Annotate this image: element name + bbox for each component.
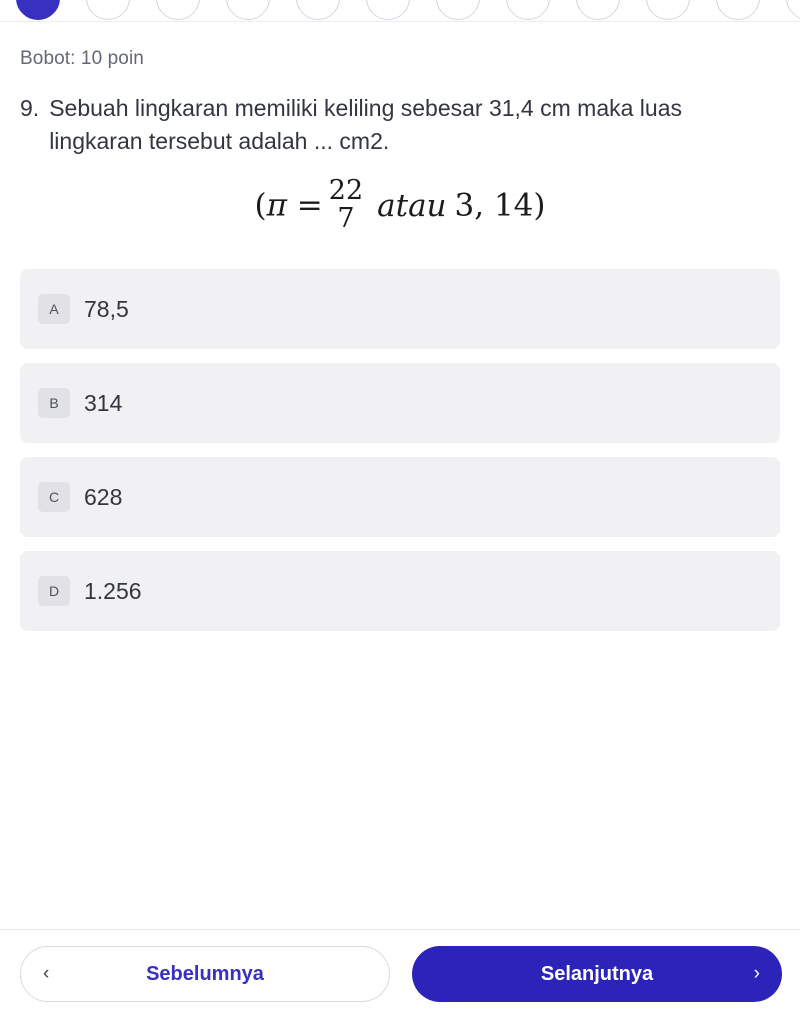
formula-value: 3, 14 [454, 187, 534, 224]
question-block [20, 92, 780, 157]
question-nav-item[interactable] [366, 0, 410, 20]
formula-open-paren: ( [254, 187, 267, 224]
formula-fraction [329, 177, 363, 233]
question-nav-item[interactable] [156, 0, 200, 20]
question-nav-item[interactable] [576, 0, 620, 20]
answer-option-key: B [38, 388, 70, 418]
answer-option-a[interactable] [20, 269, 780, 349]
question-nav-item[interactable] [786, 0, 800, 20]
formula-denominator: 7 [337, 203, 355, 235]
next-button-label: Selanjutnya [540, 962, 654, 985]
answer-option-b[interactable] [20, 363, 780, 443]
answer-option-key: C [38, 482, 70, 512]
answer-option-text: 628 [84, 483, 123, 510]
question-nav-item[interactable] [436, 0, 480, 20]
navigation-footer [0, 929, 800, 1024]
question-nav-item[interactable] [16, 0, 60, 20]
answer-option-text: 78,5 [84, 295, 129, 322]
previous-button[interactable] [20, 946, 390, 1002]
answer-options [20, 269, 780, 631]
answer-option-text: 1.256 [84, 577, 142, 604]
question-nav-item[interactable] [646, 0, 690, 20]
question-nav-item[interactable] [296, 0, 340, 20]
question-nav-item[interactable] [86, 0, 130, 20]
answer-option-c[interactable] [20, 457, 780, 537]
question-number: 9. [20, 95, 40, 121]
answer-option-key: A [38, 294, 70, 324]
formula-pi: π = [266, 187, 323, 224]
answer-option-text: 314 [84, 389, 123, 416]
formula-numerator: 22 [328, 175, 364, 207]
question-nav[interactable] [0, 0, 800, 22]
chevron-left-icon: ‹ [43, 963, 50, 984]
formula-conjunction: atau [377, 187, 447, 224]
next-button[interactable] [412, 946, 782, 1002]
formula-close-paren: ) [533, 187, 546, 224]
question-text: Sebuah lingkaran memiliki keliling sebesar 31,4 cm maka luas lingkaran tersebut adalah ... cm2. [49, 95, 682, 154]
chevron-right-icon: › [753, 963, 760, 984]
answer-option-key: D [38, 576, 70, 606]
previous-button-label: Sebelumnya [146, 962, 264, 985]
question-nav-item[interactable] [226, 0, 270, 20]
question-nav-item[interactable] [506, 0, 550, 20]
answer-option-d[interactable] [20, 551, 780, 631]
question-nav-item[interactable] [716, 0, 760, 20]
question-formula [20, 175, 780, 235]
question-nav-track[interactable] [0, 0, 800, 21]
question-content [0, 22, 800, 929]
question-weight: Bobot: 10 poin [20, 48, 144, 69]
